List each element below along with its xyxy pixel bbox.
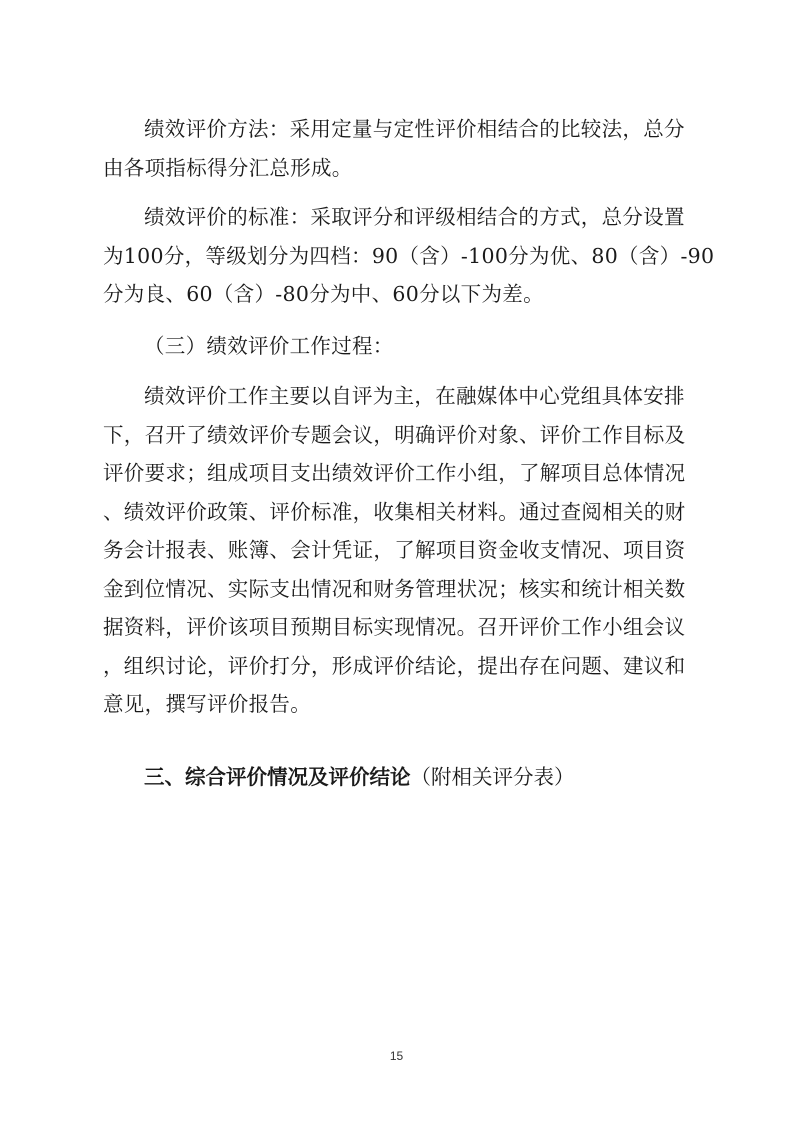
text-line: 为100分，等级划分为四档：90（含）-100分为优、80（含）-90 [103,243,715,268]
text-line: 下，召开了绩效评价专题会议，明确评价对象、评价工作目标及 [103,422,686,447]
paragraph-evaluation-process [103,377,703,724]
text-line: 绩效评价方法：采用定量与定性评价相结合的比较法，总分 [144,117,685,141]
text-line: 金到位情况、实际支出情况和财务管理状况；核实和统计相关数 [103,576,686,601]
text-line: 绩效评价的标准：采取评分和评级相结合的方式，总分设置 [144,205,685,229]
paragraph-evaluation-method [103,110,703,187]
text-line: 由各项指标得分汇总形成。 [103,155,353,180]
page-number: 15 [389,1049,404,1063]
subsection-heading [103,327,703,366]
text-line: 评价要求；组成项目支出绩效评价工作小组，了解项目总体情况 [103,461,686,485]
section-heading-title: 三、综合评价情况及评价结论 [144,765,411,789]
text-line: （三）绩效评价工作过程： [144,334,394,358]
text-line: 、绩效评价政策、评价标准，收集相关材料。通过查阅相关的财 [103,499,686,524]
section-heading [144,758,575,796]
text-line: 绩效评价工作主要以自评为主，在融媒体中心党组具体安排 [144,384,685,408]
text-line: ，组织讨论，评价打分，形成评价结论，提出存在问题、建议和 [103,653,686,678]
paragraph-evaluation-standard [103,198,715,314]
text-line: 分为良、60（含）-80分为中、60分以下为差。 [103,282,544,306]
text-line: 意见，撰写评价报告。 [103,692,311,716]
section-heading-note: （附相关评分表） [410,765,575,789]
text-line: 据资料，评价该项目预期目标实现情况。召开评价工作小组会议 [103,615,686,639]
text-line: 务会计报表、账簿、会计凭证，了解项目资金收支情况、项目资 [103,538,686,562]
